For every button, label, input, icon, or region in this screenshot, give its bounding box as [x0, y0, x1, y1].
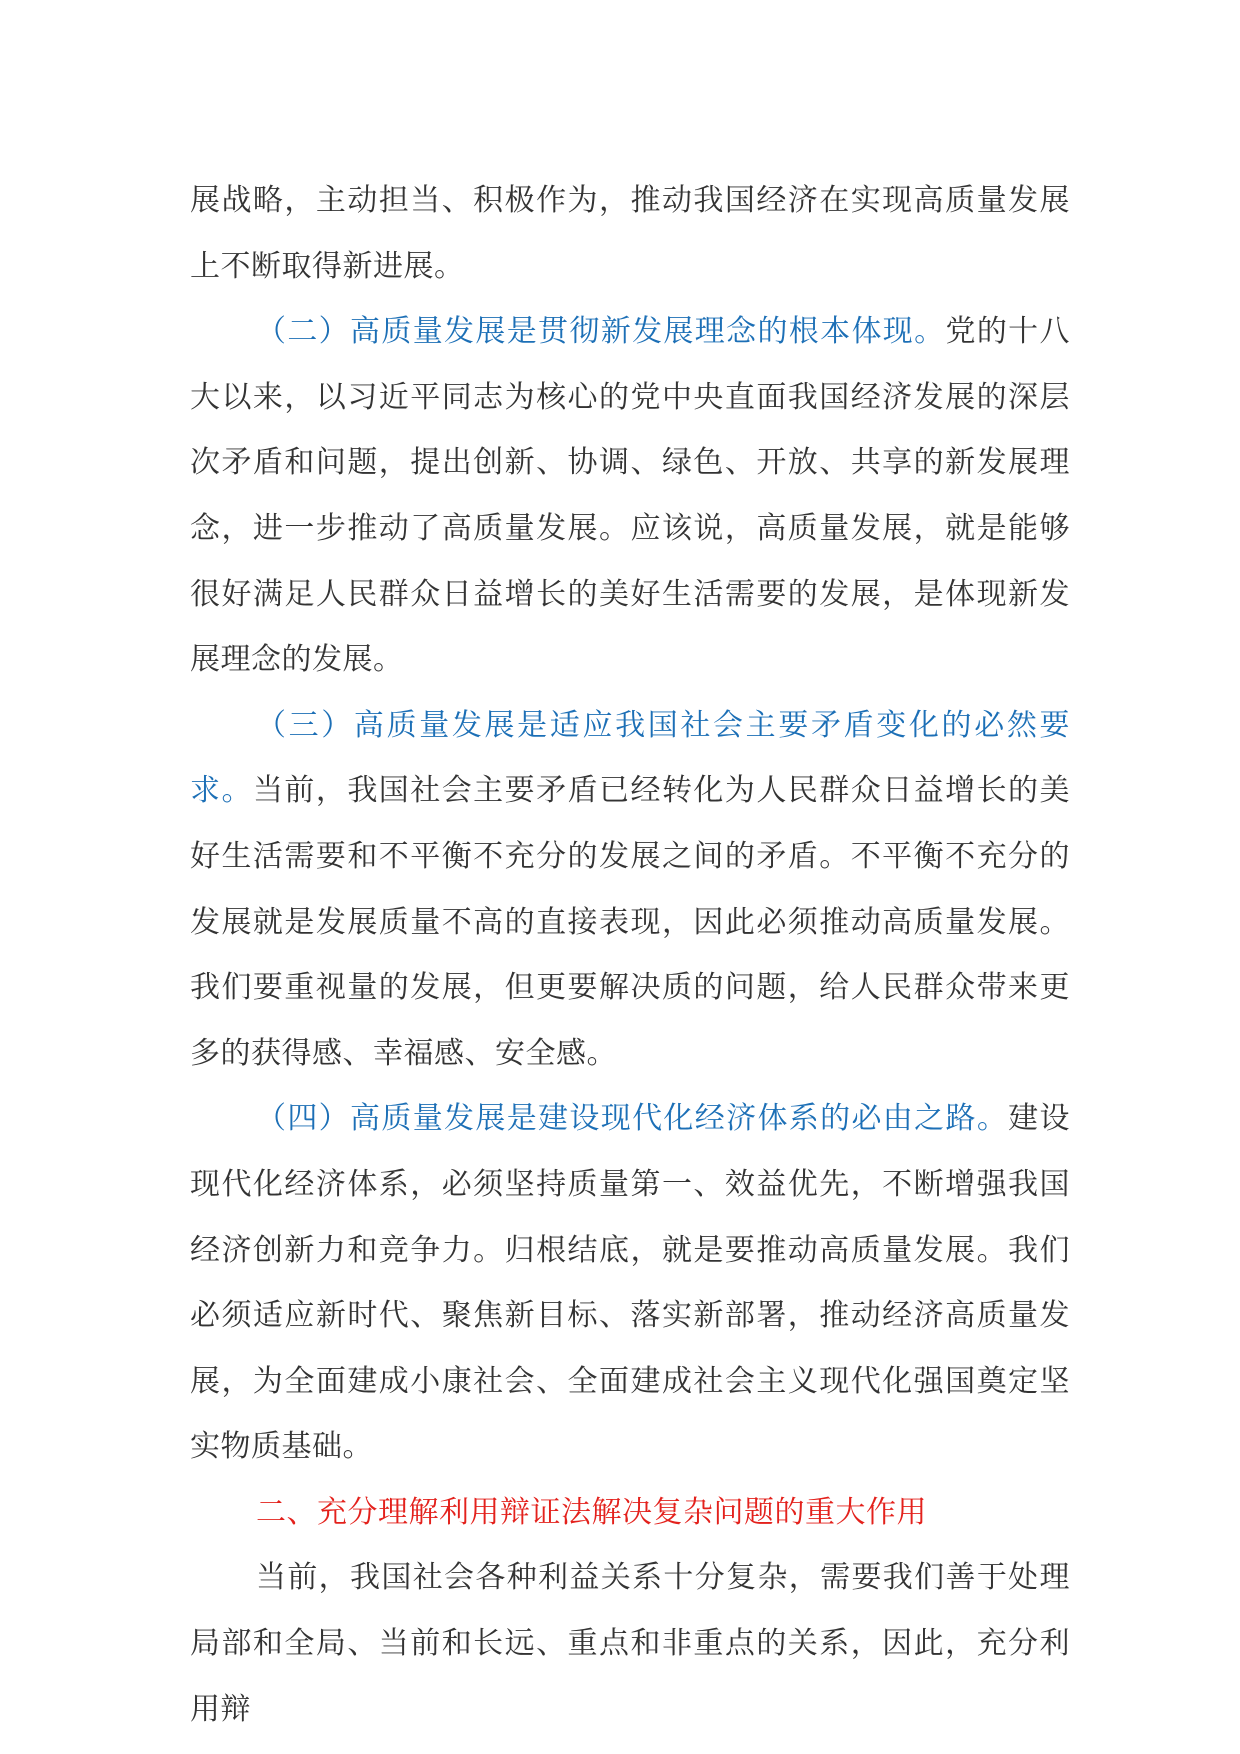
paragraph-point-2 [190, 299, 1070, 693]
paragraph-continuation [190, 168, 1070, 299]
paragraph-text: 展战略，主动担当、积极作为，推动我国经济在实现高质量发展上不断取得新进展。 [190, 183, 1070, 284]
subheading-point-4: （四）高质量发展是建设现代化经济体系的必由之路。 [256, 1101, 1009, 1137]
subheading-point-2: （二）高质量发展是贯彻新发展理念的根本体现。 [256, 314, 946, 350]
paragraph-text: 当前，我国社会主要矛盾已经转化为人民群众日益增长的美好生活需要和不平衡不充分的发展之间的矛盾。不平衡不充分的发展就是发展质量不高的直接表现，因此必须推动高质量发展。我们要重视量的发展，但更要解决质的问题，给人民群众带来更多的获得感、幸福感、安全感。 [190, 773, 1071, 1071]
paragraph-text: 建设现代化经济体系，必须坚持质量第一、效益优先，不断增强我国经济创新力和竞争力。归根结底，就是要推动高质量发展。我们必须适应新时代、聚焦新目标、落实新部署，推动经济高质量发展，为全面建成小康社会、全面建成社会主义现代化强国奠定坚实物质基础。 [190, 1101, 1071, 1465]
paragraph-text: 当前，我国社会各种利益关系十分复杂，需要我们善于处理局部和全局、当前和长远、重点和非重点的关系，因此，充分利用辩 [190, 1560, 1070, 1727]
paragraph-point-3 [190, 693, 1070, 1087]
subheading-point-3: （三）高质量发展是适应我国社会主要矛盾变化的必然要求。 [190, 707, 1070, 809]
paragraph-section-intro [190, 1545, 1070, 1742]
paragraph-text: 党的十八大以来，以习近平同志为核心的党中央直面我国经济发展的深层次矛盾和问题，提出创新、协调、绿色、开放、共享的新发展理念，进一步推动了高质量发展。应该说，高质量发展，就是能够很好满足人民群众日益增长的美好生活需要的发展，是体现新发展理念的发展。 [190, 314, 1071, 678]
paragraph-point-4 [190, 1086, 1070, 1480]
document-body [190, 168, 1070, 1742]
section-heading [190, 1480, 1070, 1546]
section-title: 二、充分理解利用辩证法解决复杂问题的重大作用 [256, 1494, 927, 1530]
